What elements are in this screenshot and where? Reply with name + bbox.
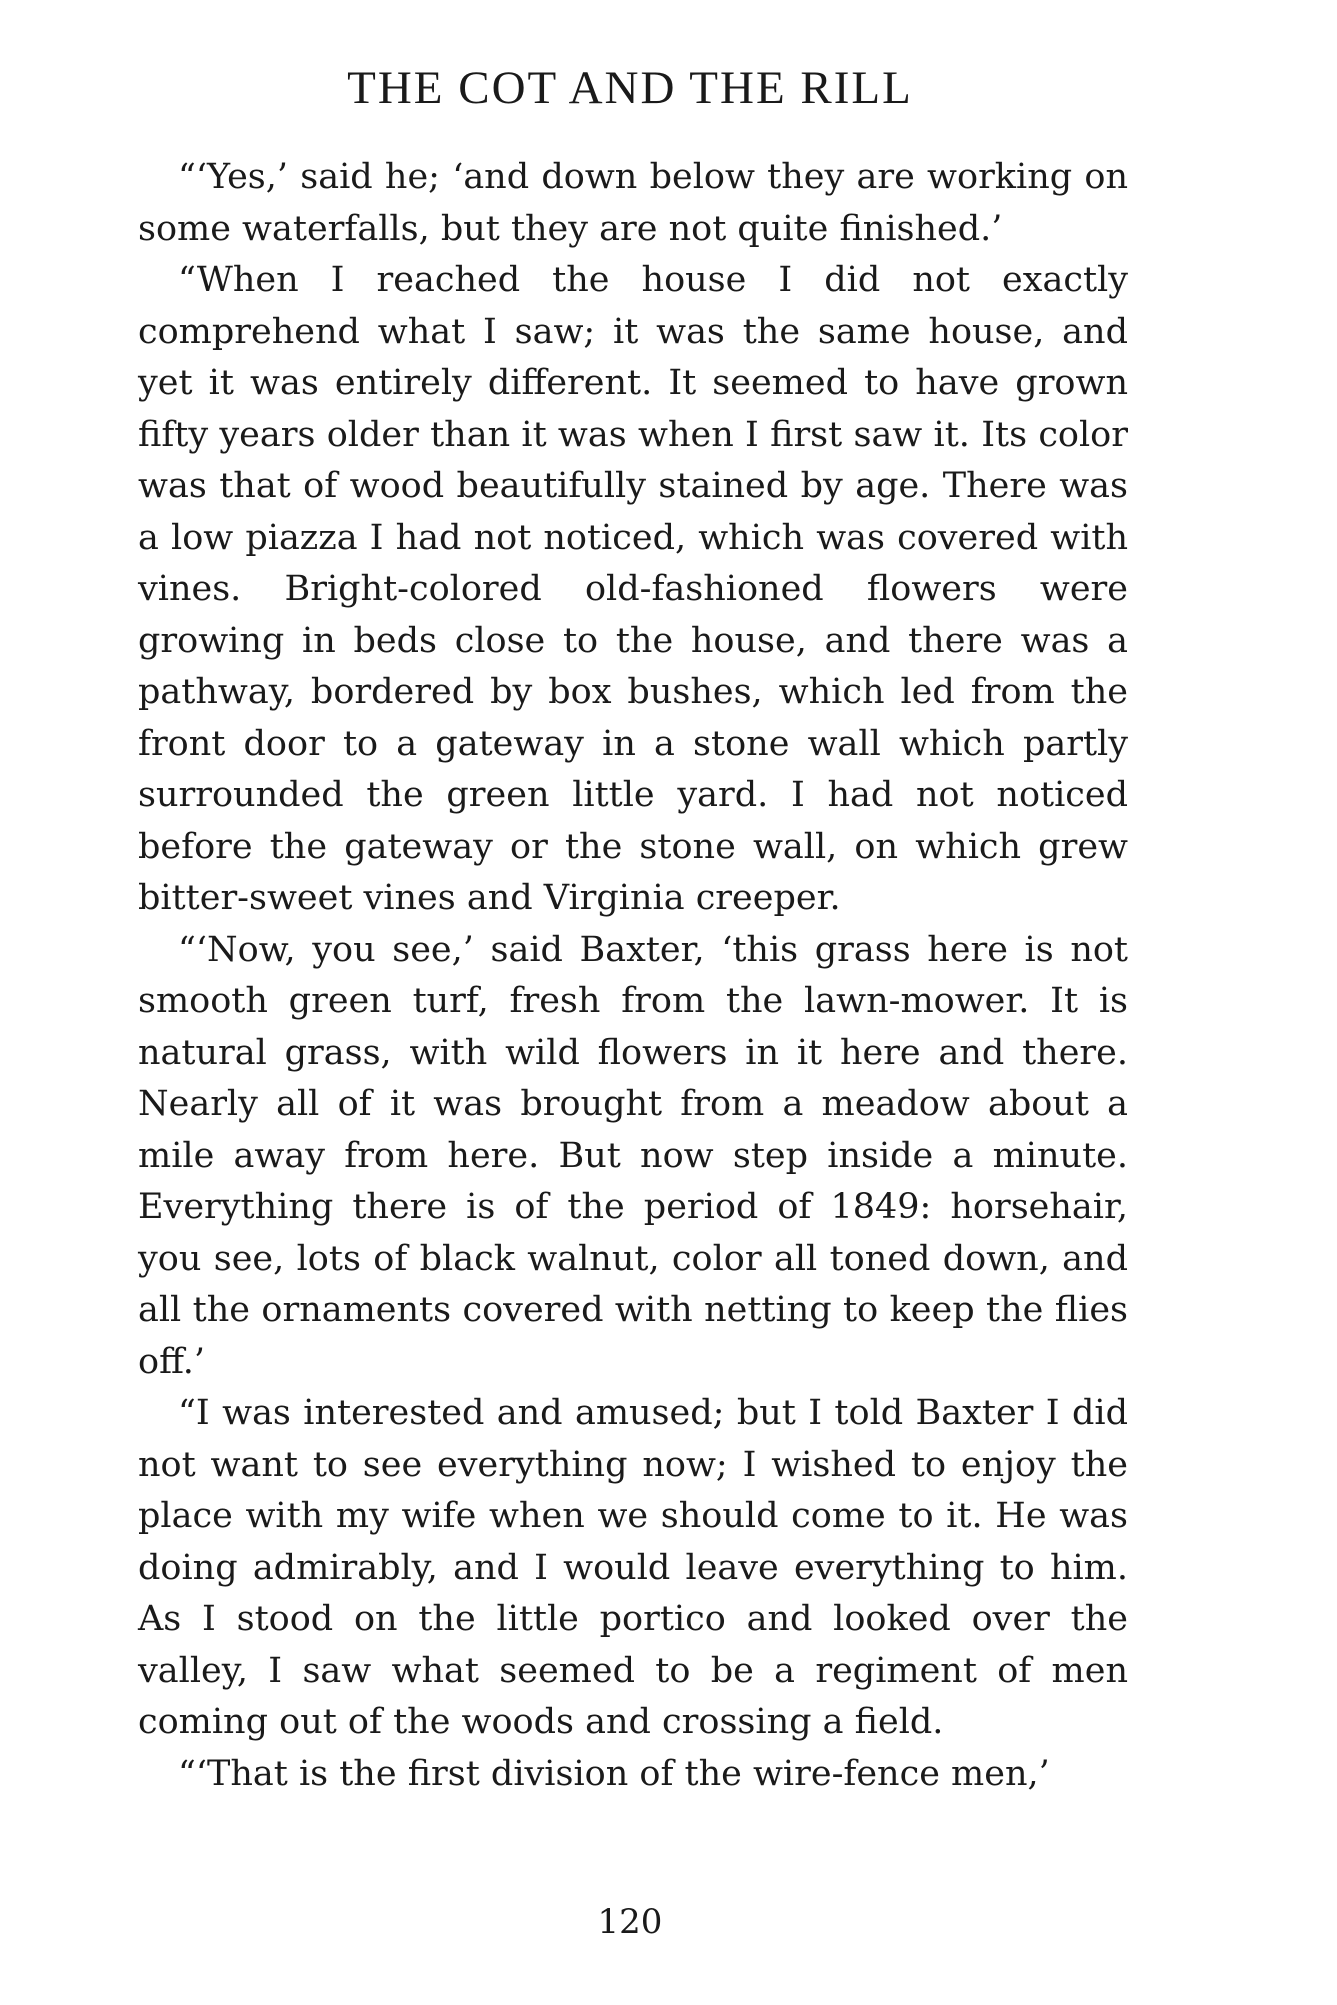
paragraph: “‘That is the first division of the wire-fence men,’ <box>178 1753 1050 1794</box>
paragraph: “I was interested and amused; but I told Baxter I did not want to see everything now; I wished to enjoy the place with my wife when we should come to it. He was doing admirably, and I would leave everything to him. As I stood on the little portico and looked over the valley, I saw what seemed to be a regiment of men coming out of the woods and crossing a field. <box>138 1393 1128 1742</box>
paragraph: “When I reached the house I did not exactly comprehend what I saw; it was the same house, and yet it was entirely different. It seemed to have grown fifty years older than it was when I first saw it. Its color was that of wood beautifully stained by age. There was a low piazza I had not noticed, which was covered with vines. Bright-colored old-fashioned flowers were growing in beds close to the house, and there was a pathway, bordered by box bushes, which led from the front door to a gateway in a stone wall which partly surrounded the green little yard. I had not noticed before the gateway or the stone wall, on which grew bitter-sweet vines and Virginia creeper. <box>138 260 1128 918</box>
paragraph: “‘Now, you see,’ said Baxter, ‘this grass here is not smooth green turf, fresh from the lawn-mower. It is natural grass, with wild flowers in it here and there. Nearly all of it was brought from a meadow about a mile away from here. But now step inside a minute. Everything there is of the period of 1849: horsehair, you see, lots of black walnut, color all toned down, and all the ornaments covered with netting to keep the flies off.’ <box>138 929 1128 1382</box>
body-text <box>138 152 1128 1800</box>
running-head: THE COT AND THE RILL <box>347 62 913 114</box>
page-number: 120 <box>597 1902 663 1942</box>
paragraph: “‘Yes,’ said he; ‘and down below they are working on some waterfalls, but they are not quite finished.’ <box>138 157 1128 249</box>
